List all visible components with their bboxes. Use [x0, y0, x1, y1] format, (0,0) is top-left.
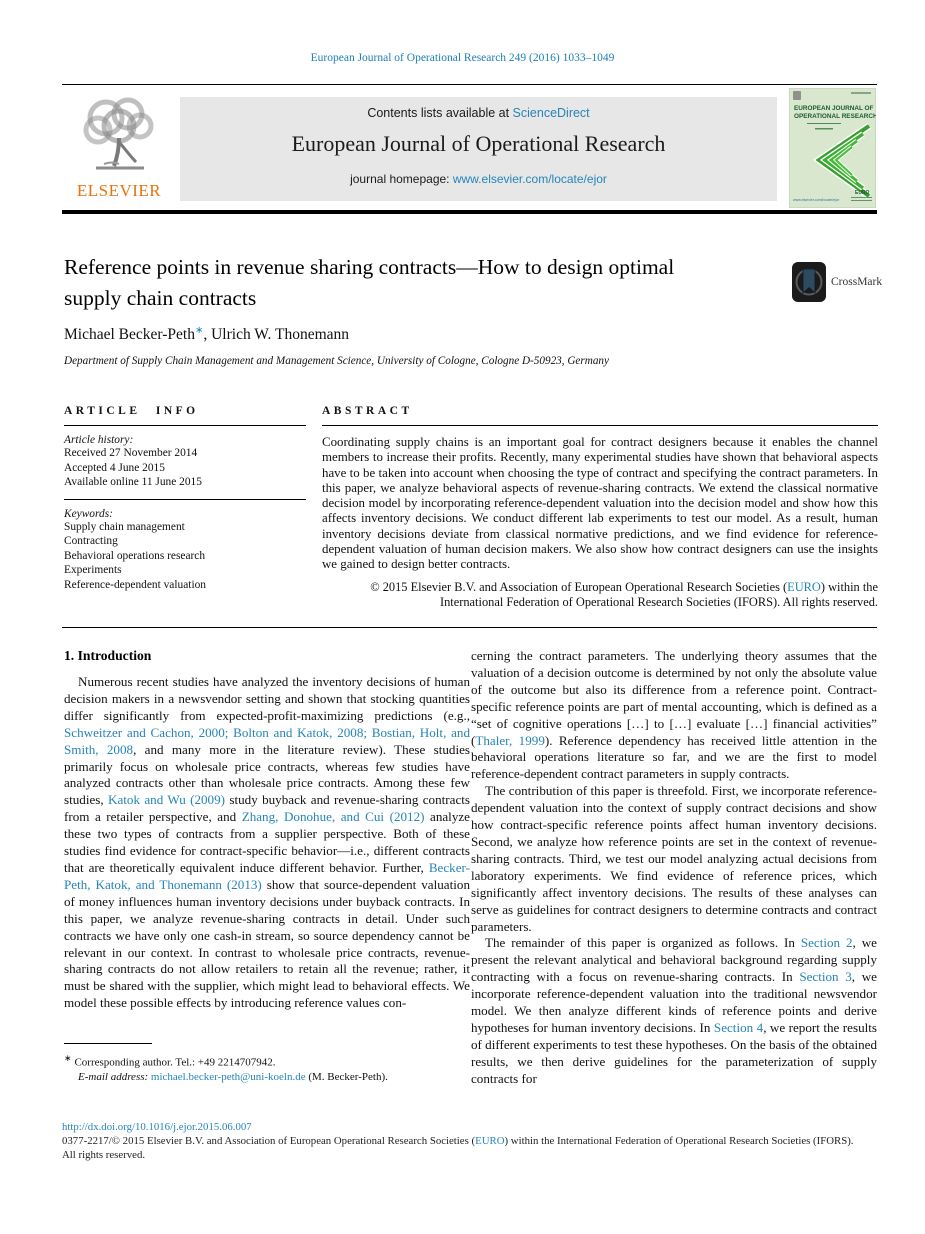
section-link[interactable]: Section 2 [800, 935, 853, 951]
outline-paragraph [471, 935, 877, 1087]
contribution-paragraph [471, 783, 877, 935]
footnote-corresponding [64, 1051, 470, 1070]
article-history-label: Article history: [64, 434, 134, 446]
euro-link[interactable]: EURO [475, 1135, 505, 1148]
section-link[interactable]: Section 4 [713, 1019, 764, 1035]
citation-header: European Journal of Operational Research 249 (2016) 1033–1049 [310, 52, 615, 64]
sciencedirect-link[interactable]: ScienceDirect [512, 106, 590, 120]
contents-line [180, 106, 777, 120]
article-history-item: Received 27 November 2014 [64, 447, 198, 459]
keyword-item: Behavioral operations research [64, 549, 206, 562]
cover-footer-url: www.elsevier.com/locate/ejor [793, 198, 840, 202]
footer-rights: All rights reserved. [62, 1149, 146, 1162]
masthead-panel [180, 97, 777, 201]
citation-link[interactable]: Becker-Peth, Katok, and Thonemann (2013) [64, 859, 470, 892]
section-link[interactable]: Section 3 [799, 969, 852, 985]
text-segment: Corresponding author. Tel.: +49 2214707942. [71, 1056, 276, 1069]
abstract-section [322, 405, 878, 611]
text-segment: © 2015 Elsevier B.V. and Association of European Operational Research Societies ( [370, 579, 788, 594]
keyword-item: Supply chain management [64, 520, 185, 533]
footer-block [62, 1120, 877, 1163]
article-title-line1: Reference points in revenue sharing contracts—How to design optimal [64, 255, 675, 279]
footer-copyright [62, 1134, 877, 1148]
keyword-item: Experiments [64, 564, 122, 576]
article-history-item: Available online 11 June 2015 [64, 476, 202, 488]
elsevier-wordmark: ELSEVIER [76, 181, 162, 200]
article-history-list [64, 446, 306, 490]
text-segment: E-mail address: [78, 1071, 149, 1084]
text-segment: cerning the contract parameters. The underlying theory assumes that the valuation of a decision outcome is determined by not only the absolute value of the outcome but also its difference from a reference point. Contract-specific reference points are part of mental accounting, which is defined as a “set of cognitive operations […] to […] evaluate […] financial activities” ( [471, 648, 877, 748]
corresponding-author-marker[interactable]: ∗ [194, 325, 204, 336]
elsevier-logo[interactable] [62, 92, 176, 204]
text-segment: study buyback and revenue-sharing contracts from a retailer perspective, and [64, 792, 471, 825]
abstract-text: Coordinating supply chains is an important goal for contract designers because it enables the channel members to increase their profits. Recently, many experimental studies have shown that behavioral aspects have to be taken into account when choosing the type of contract and specifying the contract parameters. In this paper, we analyze behavioral aspects of revenue-sharing contracts. We extend the classical normative decision model by incorporating reference-dependent valuation into the decision model and show how this affects inventory decisions. We conduct different lab experiments to test our model. As a result, human inventory decisions deviate from classical normative predictions, and we find evidence for reference-dependent valuation of human decision makers. We also show how contract designers can use the insights we gained to design better contracts. [322, 435, 878, 572]
footnote-rule [64, 1043, 152, 1044]
header-body-divider [62, 627, 877, 628]
journal-title: European Journal of Operational Research [291, 131, 666, 156]
crossmark-label: CrossMark [831, 276, 883, 288]
intro-paragraph-left [64, 674, 470, 1012]
article-title-line2: supply chain contracts [64, 285, 257, 310]
keywords-label: Keywords: [64, 507, 113, 520]
keyword-item: Reference-dependent valuation [64, 578, 206, 591]
cover-title-line2: OPERATIONAL RESEARCH [794, 113, 876, 120]
crossmark-badge[interactable] [792, 262, 892, 302]
text-segment: ). Reference dependency has received little attention in the behavioral operations literature so far, and we are the first to model reference-dependent contract parameters in supply contracts. [471, 732, 877, 782]
citation-link[interactable]: Zhang, Donohue, and Cui (2012) [241, 809, 425, 825]
doi-link[interactable]: http://dx.doi.org/10.1016/j.ejor.2015.06.007 [62, 1121, 252, 1133]
footnote-block [64, 1043, 470, 1085]
masthead-bottom-rule [62, 210, 877, 214]
masthead-top-rule [62, 84, 877, 85]
homepage-line [180, 172, 777, 186]
text-segment: , we present the relevant analytical and behavioral background regarding supply contracting with a focus on revenue-sharing contracts. In [471, 935, 877, 985]
text-segment: Numerous recent studies have analyzed the inventory decisions of human decision makers in a newsvendor setting and shown that stocking quantities differ significantly from expected-profit-maximizing predictions (e.g., [64, 674, 470, 723]
euro-link[interactable]: EURO [787, 579, 821, 594]
email-link[interactable]: michael.becker-peth@uni-koeln.de [150, 1071, 306, 1084]
citation-link[interactable]: Katok and Wu (2009) [108, 792, 226, 808]
cover-title-line1: EUROPEAN JOURNAL OF [794, 105, 874, 112]
crossmark-icon [792, 262, 826, 302]
citation-link[interactable]: Thaler, 1999 [475, 732, 545, 748]
homepage-prefix: journal homepage: [350, 172, 453, 186]
article-history-item: Accepted 4 June 2015 [64, 461, 165, 474]
text-segment: , and many more in the literature review). These studies primarily focus on wholesale price contracts, whereas few studies have analyzed contracts other than wholesale price contracts. Among these few studies, [64, 741, 470, 808]
abstract-copyright [322, 580, 878, 611]
text-segment: ) within the International Federation of Operational Research Societies (IFORS). All rights reserved. [439, 579, 878, 610]
elsevier-tree-icon [76, 92, 162, 178]
cover-euro-label: EURO [855, 190, 870, 196]
abstract-heading: ABSTRACT [322, 405, 413, 417]
affiliation: Department of Supply Chain Management and Management Science, University of Cologne, Cologne D-50923, Germany [64, 355, 609, 367]
author-1: Michael Becker-Peth [64, 326, 195, 344]
footnote-email [64, 1070, 470, 1085]
article-info-rule [64, 425, 306, 426]
author-2: Ulrich W. Thonemann [211, 326, 350, 344]
body-left-column [64, 648, 470, 1012]
text-segment: analyze these two types of contracts from a supplier perspective. Both of these studies find evidence for contract-specific behavior—i.e., different contracts that are theoretically equivalent induce different behavior. Further, [64, 809, 470, 875]
journal-cover-thumbnail[interactable] [789, 88, 876, 208]
contents-prefix: Contents lists available at [367, 106, 513, 120]
section-heading-introduction: 1. Introduction [64, 648, 152, 663]
text-segment: show that source-dependent valuation of money influences human inventory decisions under buyback contracts. In this paper, we analyze revenue-sharing contracts in detail. Under such contracts we have only one cash-in stream, so source dependency cannot be relevant in our context. In contrast to wholesale price contracts, revenue-sharing contracts do not allow retailers to retain all the revenue; rather, it must be shared with the supplier, which might lead to behavioral effects. We model these possible effects by introducing reference values con- [64, 876, 470, 1011]
article-info-heading: ARTICLE INFO [64, 405, 199, 417]
article-info-section [64, 405, 306, 592]
text-segment: ) within the International Federation of Operational Research Societies (IFORS). [504, 1135, 854, 1148]
body-right-column [471, 648, 877, 1088]
text-segment: , we report the results of different experiments to test these hypotheses. On the basis of the obtained results, we then derive guidelines for the parameterization of supply contracts for [471, 1019, 877, 1086]
citation-link[interactable]: Schweitzer and Cachon, 2000; Bolton and Katok, 2008; Bostian, Holt, and Smith, 2008 [64, 724, 470, 757]
journal-homepage-link[interactable]: www.elsevier.com/locate/ejor [452, 172, 607, 186]
author-separator: , [203, 326, 212, 344]
text-segment: ∗ [64, 1053, 72, 1063]
article-title [64, 252, 764, 313]
intro-paragraph-continuation [471, 648, 877, 783]
article-info-rule-2 [64, 499, 306, 500]
keyword-item: Contracting [64, 535, 118, 547]
text-segment: , we incorporate reference-dependent valuation into the traditional newsvendor model. We then analyze different kinds of reference points and derive hypotheses for human inventory decisions. In [471, 969, 877, 1035]
abstract-rule [322, 425, 878, 426]
author-line [64, 325, 349, 344]
text-segment: (M. Becker-Peth). [305, 1071, 388, 1084]
keywords-list [64, 520, 306, 593]
text-segment: 0377-2217/© 2015 Elsevier B.V. and Association of European Operational Research Societies ( [62, 1135, 476, 1148]
text-segment: The contribution of this paper is threefold. First, we incorporate reference-dependent valuation into the context of supply contract decisions and show how contract-specific reference points affect human inventory decisions. Second, we analyze how reference points are set in the context of revenue-sharing contracts. Third, we test our model analyzing actual decisions from laboratory experiments. We find evidence of reference prices, which significantly affect inventory decisions. The results of these analyses can serve as guidelines for contract designers to determine contracts and contract parameters. [471, 783, 877, 934]
text-segment: The remainder of this paper is organized as follows. In [485, 935, 801, 951]
